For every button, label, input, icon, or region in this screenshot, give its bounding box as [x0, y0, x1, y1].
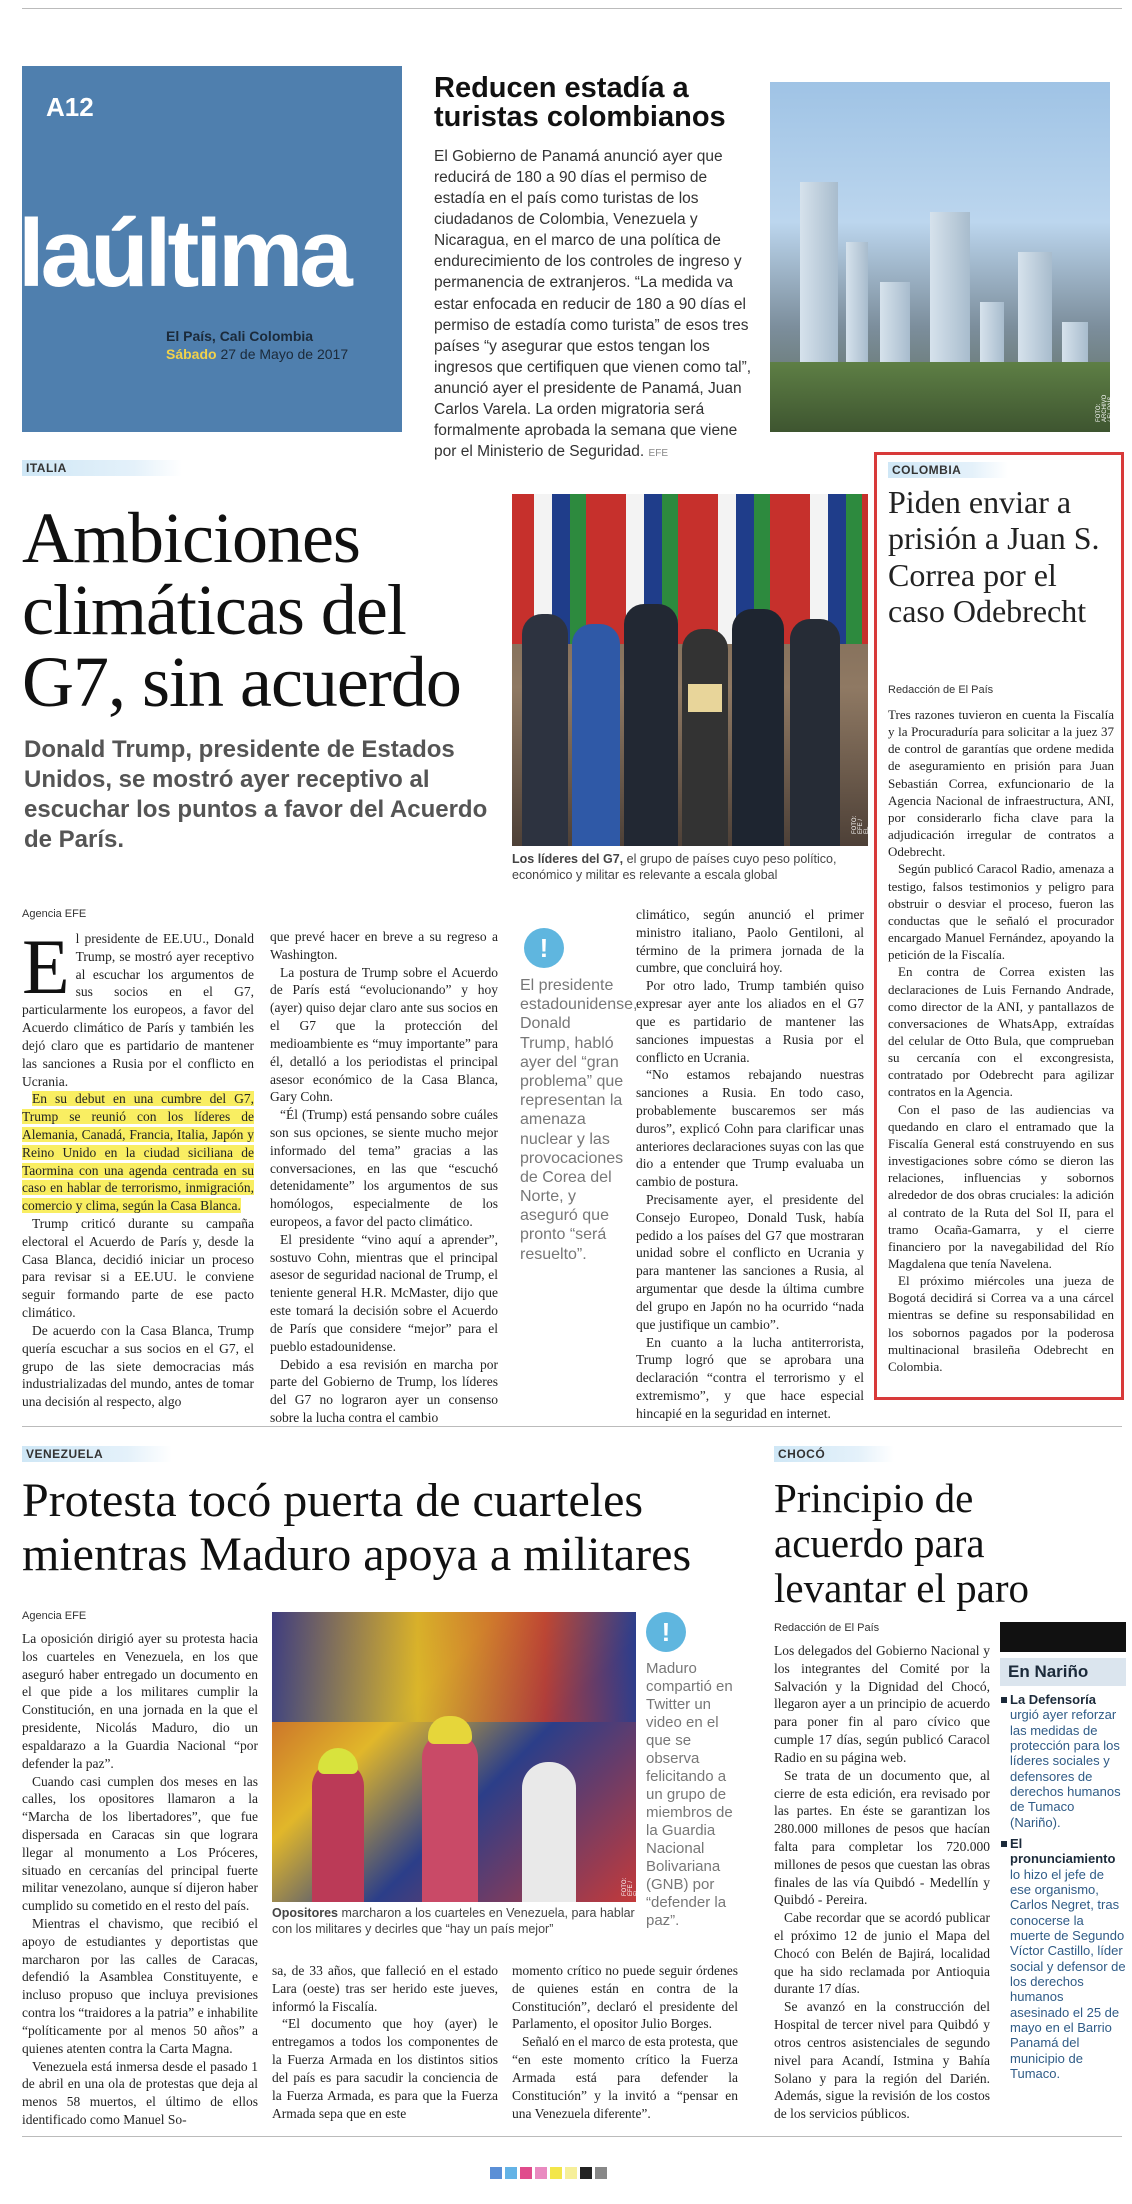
correa-byline: Redacción de El País [888, 684, 994, 696]
highlighted-passage: En su debut en una cumbre del G7, Trump se reunió con los líderes de Alemania, Canadá, Francia, Italia, Japón y Reino Unido en la ciudad siciliana de Taormina con una agenda centrada en su caso en hablar de terrorismo, inmigración, comercio y clima, según la Casa Blanca. [22, 1091, 254, 1214]
correa-p2: Según publicó Caracol Radio, amenaza a testigo, falsos testimonios y peligro para obstruir o desviar el proceso, fueron las conductas que le señaló el procurador encargado Manuel Fernández, apoyando la petición de la Fiscalía. [888, 861, 1114, 963]
choco-p3: Cabe recordar que se acordó publicar el próximo 12 de junio el Mapa del Chocó con Belén de Bajirá, localidad que ha sido reclamada por Antioquia durante 17 días. [774, 1910, 990, 1997]
publication-info [166, 328, 348, 363]
g7-byline: Agencia EFE [22, 908, 87, 920]
masthead [18, 66, 402, 432]
maduro-col3-p2: Señaló en el marco de esta protesta, que “en este momento crítico la Fuerza Armada está para defender la Constitución” y la invitó a “pensar en una Venezuela diferente”. [512, 2034, 738, 2121]
correa-p3: En contra de Correa existen las declaraciones de Luis Fernando Andrade, como director de la ANI, y pantallazos de conversaciones de WhatsApp, extraídas del celular de Otto Bula, que comprueban su cercanía con el excongresista, contratado por Odebrecht para agilizar contratos en la Agencia. [888, 964, 1114, 1100]
g7-subheadline: Donald Trump, presidente de Estados Unidos, se mostró ayer receptivo al escuchar los puntos a favor del Acuerdo de París. [24, 736, 488, 853]
maduro-column-3 [512, 1962, 738, 2122]
publication-date: 27 de Mayo de 2017 [220, 345, 349, 362]
panama-headline: Reducen estadía a turistas colombianos [434, 72, 726, 133]
maduro-column-2 [272, 1962, 498, 2122]
leader-figure [624, 604, 678, 846]
g7-col3-p3: “No estamos rebajando nuestras sanciones a Rusia. En todo caso, probablemente buscaremos ser más duros”, explicó Cohn para clarificar unas anteriores declaraciones suyas con las que dio a entender que Trump evaluaba un cambio de postura. [636, 1067, 864, 1190]
narino-item2-bold: El pronunciamiento [1010, 1835, 1116, 1867]
narino-item1-bold: La Defensoría [1010, 1692, 1096, 1707]
maduro-col1-p4: Venezuela está inmersa desde el pasado 1 de abril en una ola de protestas que deja al menos 58 muertos, el último de ellos identificado como Manuel So- [22, 2058, 258, 2127]
g7-column-1 [22, 923, 254, 1411]
cap-shape [428, 1716, 472, 1744]
correa-p1: Tres razones tuvieron en cuenta la Fiscalía y la Procuraduría para solicitar a la juez 37 de control de garantías que ordene medida de aseguramiento en prisión para Juan Sebastián Correa, exfuncionario de la Agencia Nacional de infraestructura, ANI, por considerarlo ficha clave para la adjudicación irregular de contratos a Odebrecht. [888, 707, 1114, 860]
section-divider [22, 1426, 1122, 1427]
kicker-italia: ITALIA [22, 460, 182, 476]
panama-city-photo [770, 82, 1114, 432]
publication-day: Sábado [166, 345, 217, 362]
g7-pull-quote [520, 928, 638, 1264]
correa-headline: Piden enviar a prisión a Juan S. Correa por el caso Odebrecht [888, 484, 1100, 630]
kicker-choco: CHOCÓ [774, 1446, 894, 1462]
choco-byline: Redacción de El País [774, 1622, 880, 1634]
maduro-col3-p1: momento crítico no puede seguir órdenes de quienes están en contra de la Constitución”, declaró el presidente del Parlamento, el opositor Julio Borges. [512, 1963, 738, 2032]
g7-col3-p4: Precisamente ayer, el presidente del Consejo Europeo, Donald Tusk, había pedido a los países del G7 que mostraran unidad sobre el conflicto en Ucrania y para mantener las sanciones a Rusia, al argumentar que desde la última cumbre del grupo en Japón no ha ocurrido “nada que justifique un cambio”. [636, 1192, 864, 1332]
g7-column-2 [270, 928, 498, 1427]
maduro-column-1 [22, 1630, 258, 2129]
cap-shape [318, 1748, 358, 1774]
correa-p4: Con el paso de las audiencias va quedando en claro el entramado que la Fiscalía General está construyendo en sus investigaciones sobre cómo se dieron las relaciones, influencias y sobornos alrededor de dos obras cruciales: la adición al contrato de la Ruta del Sol II, para el tramo Ocaña-Gamarra, y el cierre financiero por la navegabilidad del Río Magdalena que tenía Navelena. [888, 1101, 1114, 1271]
g7-col2-p3: “Él (Trump) está pensando sobre cuáles son sus opciones, se siente mucho mejor informado del tema” gracias a las conversaciones, en las que “escuchó detenidamente” los argumentos de sus homólogos, especialmente de los europeos, a favor del pacto climático. [270, 1107, 498, 1229]
kicker-venezuela: VENEZUELA [22, 1446, 172, 1462]
leader-figure [682, 629, 728, 846]
maduro-caption-rest: marcharon a los cuarteles en Venezuela, para hablar con los militares y decirles que “hay un país mejor” [272, 1906, 635, 1936]
narino-item [1000, 1692, 1126, 1830]
maduro-pull-quote [646, 1612, 742, 1930]
exclamation-icon: ! [646, 1612, 686, 1652]
publication-name: El País, Cali Colombia [166, 328, 314, 344]
g7-column-3 [636, 906, 864, 1423]
maduro-byline: Agencia EFE [22, 1610, 87, 1622]
section-title: laúltima [18, 200, 349, 307]
g7-caption-bold: Los líderes del G7, [512, 852, 624, 866]
g7-col2-p4: El presidente “vino aquí a aprender”, sostuvo Cohn, mientras que el principal asesor de seguridad nacional de Trump, el teniente general H.R. McMaster, dijo que este tomará la decisión sobre el Acuerdo de París que considere “mejor” para el pueblo estadounidense. [270, 1231, 498, 1354]
maduro-col2-p1: sa, de 33 años, que falleció en el estado Lara (oeste) tras ser herido este jueves, informó la Fiscalía. [272, 1963, 498, 2014]
park-shape [770, 362, 1110, 432]
narino-item2-rest: lo hizo el jefe de ese organismo, Carlos Negret, tras conocerse la muerte de Segundo Víctor Castillo, líder social y defensor de los derechos humanos asesinado el 25 de mayo en el Barrio Panamá del municipio de Tumaco. [1010, 1866, 1126, 2081]
panama-sign: EFE [648, 448, 668, 460]
bottom-rule [22, 2136, 1122, 2137]
leader-figure [732, 609, 784, 846]
g7-col3-p2: Por otro lado, Trump también quiso expresar ayer ante los aliados en el G7 que es partidario de mantener las sanciones impuestas a Rusia por el conflicto en Ucrania. [636, 978, 864, 1065]
g7-col3-p1: climático, según anunció el primer ministro italiano, Paolo Gentiloni, al término de la primera jornada de la cumbre, que concluirá hoy. [636, 907, 864, 976]
g7-quote-text: El presidente estadounidense, Donald Trump, habló ayer del “gran problema” que representan la amenaza nuclear y las provocaciones de Corea del Norte, y aseguró que pronto “será resuelto”. [520, 977, 638, 1263]
g7-caption-rest: el grupo de países cuyo peso político, económico y militar es relevante a escala global [512, 852, 837, 882]
panama-body [434, 146, 754, 462]
color-swatch [595, 2167, 607, 2179]
maduro-quote-text: Maduro compartió en Twitter un video en el que se observa felicitando a un grupo de miembros de la Guardia Nacional Bolivariana (GNB) por “defender la paz”. [646, 1660, 733, 1929]
maduro-protest-photo [272, 1612, 646, 1902]
color-swatch [520, 2167, 532, 2179]
correa-body [888, 706, 1114, 1375]
choco-body [774, 1642, 990, 2123]
leader-figure [572, 624, 620, 846]
g7-photo-credit: FOTO: EFE / EL PAÍS [852, 815, 876, 834]
g7-col2-p2: La postura de Trump sobre el Acuerdo de París está “evolucionando” y hoy (ayer) quiso dejar claro ante sus socios en el G7 que la protección del medioambiente es “muy importante” para él, detalló a los periodistas el principal asesor económico de la Casa Blanca, Gary Cohn. [270, 964, 498, 1105]
maduro-col1-p2: Cuando casi cumplen dos meses en las calles, los opositores llamaron a la “Marcha de los libertadores”, que fue dispersada en Caracas sin que lograra llegar al monumento a Los Próceres, situado en cercanías del principal fuerte militar venezolano, aunque sí dijeron haber cumplido su cometido en el resto del país. [22, 1773, 258, 1914]
g7-headline: Ambiciones climáticas del G7, sin acuerdo [22, 498, 461, 722]
color-swatch [505, 2167, 517, 2179]
dropcap: E [22, 923, 70, 1010]
print-color-bar [490, 2164, 640, 2178]
maduro-headline: Protesta tocó puerta de cuarteles mientras Maduro apoya a militares [22, 1474, 692, 1581]
narino-title-bar [1000, 1622, 1126, 1652]
g7-col2-p5: Debido a esa revisión en marcha por parte del Gobierno de Trump, los líderes del G7 no lograron ayer un consenso sobre la lucha contra el cambio [270, 1356, 498, 1425]
color-swatch [550, 2167, 562, 2179]
maduro-col1-p1: La oposición dirigió ayer su protesta hacia los cuarteles en Venezuela, en los que aseguró haber entregado un documento en el que pide a los militares cumplir la Constitución, en una jornada en la que el presidente, Nicolás Maduro, dio un espaldarazo a la Guardia Nacional “por defender la paz”. [22, 1631, 258, 1771]
choco-headline: Principio de acuerdo para levantar el paro [774, 1475, 1029, 1612]
protester-figure [522, 1762, 576, 1902]
correa-p5: El próximo miércoles una jueza de Bogotá decidirá si Correa va a una cárcel mientras se define su responsabilidad en los sobornos pagados por la poderosa multinacional brasileña Odebrecht en Colombia. [888, 1273, 1114, 1374]
protester-figure [422, 1732, 478, 1902]
narino-title: En Nariño [1000, 1658, 1126, 1686]
leader-figure [790, 619, 840, 846]
g7-col2-p1: que prevé hacer en breve a su regreso a Washington. [270, 929, 498, 962]
maduro-col2-p2: “El documento que hoy (ayer) le entregamos a todos los componentes de la Fuerza Armada en los distintos sitios del país es para sacudir la conciencia de la Fuerza Armada, es para que la Fuerza Armada sepa que en este [272, 2016, 498, 2121]
top-rule [22, 8, 1122, 9]
maduro-photo-credit: FOTO: EFE / EL PAÍS [622, 1877, 646, 1896]
g7-col1-p4: De acuerdo con la Casa Blanca, Trump quería escuchar a sus socios en el G7, el grupo de las siete democracias más industrializadas del mundo, antes de tomar una decisión al respecto, algo [22, 1322, 254, 1410]
color-swatch [535, 2167, 547, 2179]
g7-col1-p3: Trump criticó durante su campaña electoral el Acuerdo de París y, desde la Casa Blanca, decidió iniciar un proceso para revisar si a EE.UU. le conviene seguir formando parte de ese pacto climático. [22, 1216, 254, 1321]
choco-p1: Los delegados del Gobierno Nacional y los integrantes del Comité por la Salvación y la Dignidad del Chocó, llegaron ayer a un principio de acuerdo para poner fin al paro cívico que cumple 17 días, según publicó Caracol Radio en su página web. [774, 1643, 990, 1765]
g7-leaders-photo [512, 494, 876, 846]
page-number: A12 [46, 92, 94, 122]
panama-photo-credit: FOTO: ARCHIVO / EL PAÍS [1096, 394, 1114, 422]
g7-caption [512, 852, 868, 883]
venezuelan-flag-shape [272, 1612, 636, 1722]
narino-sidebar [1000, 1622, 1126, 2082]
kicker-colombia: COLOMBIA [888, 462, 1008, 478]
color-swatch [580, 2167, 592, 2179]
maduro-caption [272, 1906, 636, 1937]
g7-col1-p1: l presidente de EE.UU., Donald Trump, se mostró ayer receptivo al escuchar los argumentos de sus socios en el G7, particularmente los europeos, a favor del Acuerdo climático de París y también les dejó claro que es partidario de mantener las sanciones a Rusia por el conflicto en Ucrania. [22, 931, 254, 1089]
choco-p4: Se avanzó en la construcción del Hospital de tercer nivel para Quibdó y otros centros asistenciales de segundo nivel para Acandí, Istmina y Bahía Solano y para la región del Darién. Además, sigue la revisión de los costos de los servicios públicos. [774, 1999, 990, 2122]
g7-col3-p5: En cuanto a la lucha antiterrorista, Trump logró que se aprobara una declaración “contra el terrorismo y el extremismo”, y que hace especial hincapié en la seguridad en internet. [636, 1334, 864, 1421]
color-swatch [490, 2167, 502, 2179]
panama-body-text: El Gobierno de Panamá anunció ayer que reducirá de 180 a 90 días el permiso de estadía en el país como turistas de los ciudadanos de Colombia, Venezuela y Nicaragua, en el marco de una política de endurecimiento de los controles de ingreso y permanencia de extranjeros. “La medida va estar enfocada en reducir de 180 a 90 días el permiso de estadía como turista” de esos tres países “y asegurar que estos tengan los ingresos que certifiquen que vienen como tal”, anunció ayer el presidente de Panamá, Juan Carlos Varela. La orden migratoria será formalmente aprobada la semana que viene por el Ministerio de Seguridad. [434, 148, 752, 461]
exclamation-icon: ! [524, 928, 564, 968]
color-swatch [565, 2167, 577, 2179]
maduro-col1-p3: Mientras el chavismo, que recibió el apoyo de estudiantes y deportistas que marcharon por las calles de Caracas, defendió la Asamblea Constituyente, e incluso propuso que incluya previsiones contra los “traidores a la patria” e inhabilite “políticamente por al menos 50 años” a quienes atenten contra la Carta Magna. [22, 1916, 258, 2056]
choco-p2: Se trata de un documento que, al cierre de esta edición, era revisado por las partes. En éste se garantizan los 280.000 millones de pesos que hacían falta para completar los 720.000 millones de pesos que cuestan las obras finales de las vía Quibdó - Medellín y Quibdó - Pereira. [774, 1767, 990, 1908]
narino-item1-rest: urgió ayer reforzar las medidas de protección para los líderes sociales y defensores de derechos humanos de Tumaco (Nariño). [1010, 1707, 1121, 1830]
protester-figure [312, 1762, 364, 1902]
leader-figure [522, 614, 568, 846]
document-folder [688, 684, 722, 712]
maduro-caption-bold: Opositores [272, 1906, 338, 1920]
narino-item [1000, 1836, 1126, 2081]
